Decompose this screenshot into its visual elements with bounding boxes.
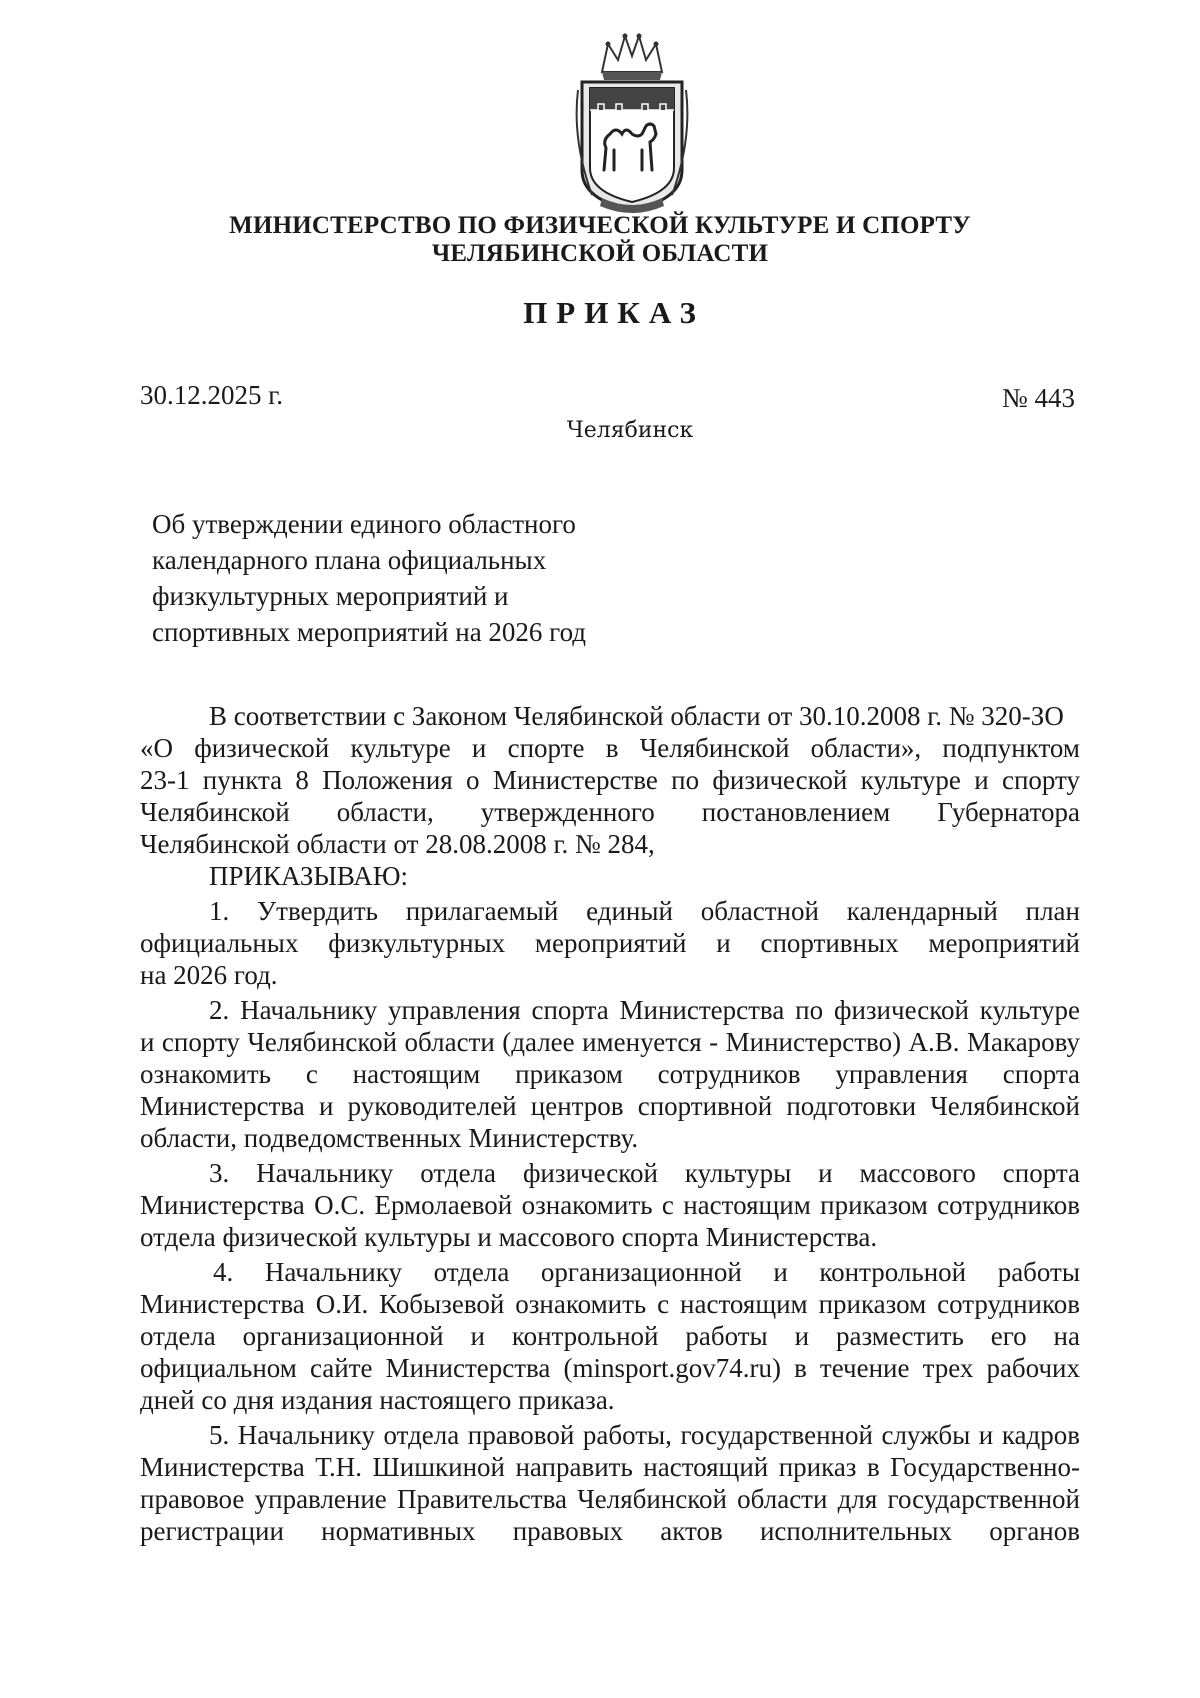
organization-name-line2: ЧЕЛЯБИНСКОЙ ОБЛАСТИ [431,240,769,267]
document-number: № 443 [1001,383,1075,413]
order-item-line: области, подведомственных Министерству. [140,1123,639,1153]
order-item-line: и спорту Челябинской области (далее именуется - Министерство) А.В. Макарову [140,1027,1080,1057]
order-item-3 [140,1157,1080,1253]
preamble-line: В соответствии с Законом Челябинской области от 30.10.2008 г. № 320-ЗО [209,701,1064,731]
preamble [140,700,1080,860]
preamble-line: «О физической культуре и спорте в Челябинской области», подпунктом [140,733,1080,763]
subject-line: календарного плана официальных [152,545,547,575]
subject-line: физкультурных мероприятий и [152,581,509,611]
order-item-line: отдела организационной и контрольной работы и разместить его на [140,1321,1080,1351]
organization-name-line1: МИНИСТЕРСТВО ПО ФИЗИЧЕСКОЙ КУЛЬТУРЕ И СПОРТУ [229,212,971,239]
order-item-line: официальных физкультурных мероприятий и спортивных мероприятий [140,928,1080,958]
order-item-line: Министерства О.С. Ермолаевой ознакомить с настоящим приказом сотрудников [140,1190,1080,1220]
order-item-line: 5. Начальнику отдела правовой работы, государственной службы и кадров [209,1420,1080,1450]
order-item-line: Министерства Т.Н. Шишкиной направить настоящий приказ в Государственно- [140,1452,1080,1482]
order-item-line: 2. Начальнику управления спорта Министерства по физической культуре [209,995,1080,1025]
order-item-line: Министерства и руководителей центров спортивной подготовки Челябинской [140,1091,1080,1121]
chelyabinsk-coat-of-arms-icon [572,30,692,215]
order-item-line: регистрации нормативных правовых актов исполнительных органов [140,1516,1080,1546]
document-title: ПРИКАЗ [523,295,705,330]
order-item-line: дней со дня издания настоящего приказа. [140,1385,615,1415]
order-item-4 [140,1256,1080,1416]
order-item-line: на 2026 год. [140,960,278,990]
order-item-line: 4. Начальнику отдела организационной и контрольной работы [213,1257,1080,1287]
subject-line: спортивных мероприятий на 2026 год [152,617,587,647]
subject-line: Об утверждении единого областного [152,509,576,539]
document-city: Челябинск [566,418,694,443]
order-item-2 [140,994,1080,1154]
order-item-line: Министерства О.И. Кобызевой ознакомить с настоящим приказом сотрудников [140,1289,1080,1319]
order-item-line: 1. Утвердить прилагаемый единый областной календарный план [209,896,1080,926]
document-body [140,700,1080,1547]
order-item-line: официальном сайте Министерства (minsport.gov74.ru) в течение трех рабочих [140,1353,1080,1383]
order-item-line: отдела физической культуры и массового спорта Министерства. [140,1222,878,1252]
document-subject [152,506,672,650]
order-item-5 [140,1419,1080,1547]
order-item-line: ознакомить с настоящим приказом сотрудников управления спорта [140,1059,1080,1089]
document-date: 30.12.2025 г. [140,380,284,410]
preamble-line: 23-1 пункта 8 Положения о Министерстве по физической культуре и спорту [140,765,1080,795]
order-item-1 [140,895,1080,991]
order-item-line: 3. Начальнику отдела физической культуры и массового спорта [209,1158,1080,1188]
order-word: ПРИКАЗЫВАЮ: [209,861,408,891]
order-item-line: правовое управление Правительства Челябинской области для государственной [140,1484,1080,1514]
preamble-line: Челябинской области, утвержденного постановлением Губернатора [140,797,1080,827]
preamble-line: Челябинской области от 28.08.2008 г. № 284, [140,829,655,859]
